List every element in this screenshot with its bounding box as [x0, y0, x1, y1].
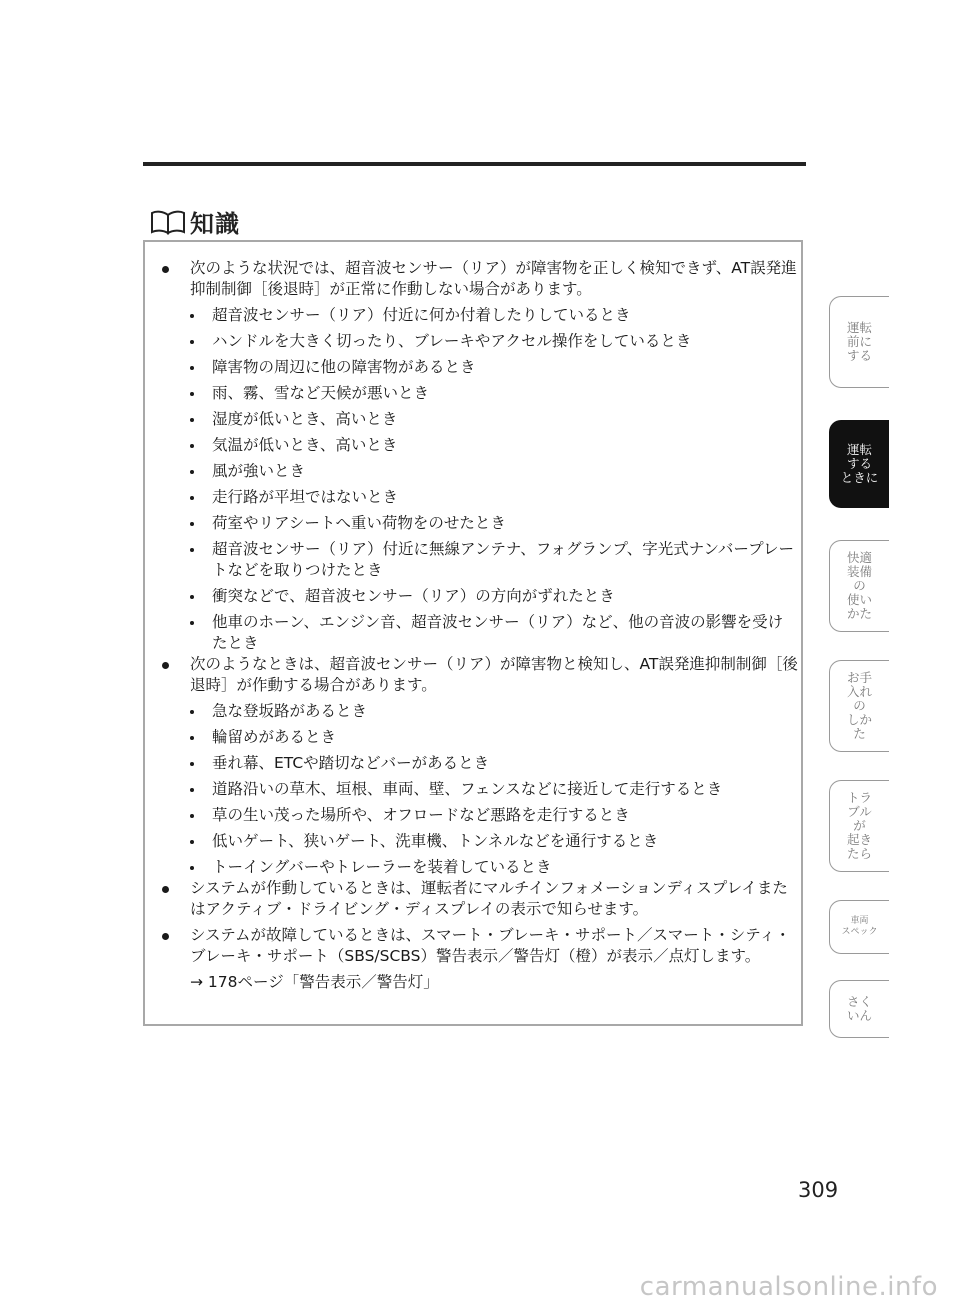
sub-list-item-text: 湿度が低いとき、高いとき: [212, 410, 398, 428]
sub-list-item: [158, 331, 798, 352]
sub-list-item: [158, 753, 798, 774]
sub-list-item: [158, 805, 798, 826]
sub-list-item-text: 荷室やリアシートへ重い荷物をのせたとき: [212, 514, 506, 532]
sub-list-item: [158, 701, 798, 722]
dot-icon: [190, 314, 194, 318]
chapter-tab[interactable]: 快適 装備 の 使い かた: [829, 540, 889, 632]
sub-list-item-text: 輪留めがあるとき: [212, 728, 337, 746]
dot-icon: [190, 522, 194, 526]
sub-list-item: [158, 612, 798, 654]
list-item: [158, 258, 798, 300]
chapter-tab[interactable]: 運転 する ときに: [829, 420, 889, 508]
dot-icon: [190, 418, 194, 422]
sub-list-item: [158, 727, 798, 748]
sub-list-item-text: 低いゲート、狭いゲート、洗車機、トンネルなどを通行するとき: [212, 832, 659, 850]
top-rule: [143, 162, 806, 166]
list-item: [158, 654, 798, 696]
dot-icon: [190, 340, 194, 344]
sub-list-item-text: 超音波センサー（リア）付近に無線アンテナ、フォグランプ、字光式ナンバープレートなどを取りつけたとき: [212, 540, 795, 579]
sub-list-item-text: 衝突などで、超音波センサー（リア）の方向がずれたとき: [212, 587, 615, 605]
bullet-icon: [162, 662, 169, 669]
chapter-tab[interactable]: トラ ブル が 起き たら: [829, 780, 889, 872]
sub-list-item-text: 垂れ幕、ETCや踏切などバーがあるとき: [212, 754, 490, 772]
chapter-tab[interactable]: お手 入れ の しか た: [829, 660, 889, 752]
sub-list-item: [158, 513, 798, 534]
sub-list-item: [158, 461, 798, 482]
dot-icon: [190, 366, 194, 370]
sub-list-item: [158, 409, 798, 430]
dot-icon: [190, 595, 194, 599]
sub-list-item: [158, 383, 798, 404]
bullet-icon: [162, 886, 169, 893]
sub-list-item-text: 雨、霧、雪など天候が悪いとき: [212, 384, 430, 402]
sub-list-item-text: 草の生い茂った場所や、オフロードなど悪路を走行するとき: [212, 806, 630, 824]
chapter-tab[interactable]: さく いん: [829, 980, 889, 1038]
dot-icon: [190, 866, 194, 870]
sub-list-item-text: 走行路が平坦ではないとき: [212, 488, 399, 506]
dot-icon: [190, 470, 194, 474]
list-item-text: 次のような状況では、超音波センサー（リア）が障害物を正しく検知できず、AT誤発進抑制制御［後退時］が正常に作動しない場合があります。: [190, 259, 797, 298]
dot-icon: [190, 840, 194, 844]
page-number: 309: [798, 1178, 839, 1202]
dot-icon: [190, 710, 194, 714]
sub-list-item-text: 障害物の周辺に他の障害物があるとき: [212, 358, 476, 376]
dot-icon: [190, 548, 194, 552]
sub-list-item-text: 風が強いとき: [212, 462, 306, 480]
sub-list-item-text: ハンドルを大きく切ったり、ブレーキやアクセル操作をしているとき: [212, 332, 692, 350]
watermark: [0, 1272, 960, 1302]
sub-list-item: [158, 487, 798, 508]
heading-title: 知識: [190, 210, 240, 238]
page-reference-link[interactable]: → 178ページ「警告表示／警告灯」: [190, 973, 439, 991]
dot-icon: [190, 736, 194, 740]
sub-list-item: [158, 305, 798, 326]
dot-icon: [190, 621, 194, 625]
chapter-tab[interactable]: 運転 前に する: [829, 296, 889, 388]
bullet-icon: [162, 933, 169, 940]
sub-list-item-text: トーイングバーやトレーラーを装着しているとき: [212, 858, 552, 876]
sub-list-item: [158, 586, 798, 607]
list-item-text: 次のようなときは、超音波センサー（リア）が障害物と検知し、AT誤発進抑制制御［後退時］が作動する場合があります。: [190, 655, 798, 694]
list-item-text: システムが故障しているときは、スマート・ブレーキ・サポート／スマート・シティ・ブレーキ・サポート（SBS/SCBS）警告表示／警告灯（橙）が表示／点灯します。: [190, 926, 791, 965]
sub-list-item: [158, 357, 798, 378]
dot-icon: [190, 444, 194, 448]
dot-icon: [190, 788, 194, 792]
sub-list-item: [158, 435, 798, 456]
sub-list-item: [158, 779, 798, 800]
open-book-icon: [150, 209, 186, 235]
dot-icon: [190, 762, 194, 766]
list-item: [158, 925, 798, 967]
sub-list-item: [158, 831, 798, 852]
dot-icon: [190, 392, 194, 396]
sub-list-item-text: 道路沿いの草木、垣根、車両、壁、フェンスなどに接近して走行するとき: [212, 780, 723, 798]
sub-list-item-text: 急な登坂路があるとき: [212, 702, 368, 720]
watermark-text: carmanualsonline.info: [639, 1272, 938, 1302]
section-heading: [150, 204, 240, 239]
sub-list-item-text: 他車のホーン、エンジン音、超音波センサー（リア）など、他の音波の影響を受けたとき: [212, 613, 784, 652]
info-content: [158, 258, 798, 993]
sub-list-item: [158, 857, 798, 878]
bullet-icon: [162, 266, 169, 273]
chapter-tab[interactable]: 車両 スペック: [829, 900, 889, 954]
list-item: [158, 878, 798, 920]
sub-list-item-text: 気温が低いとき、高いとき: [212, 436, 398, 454]
dot-icon: [190, 496, 194, 500]
list-item-text: システムが作動しているときは、運転者にマルチインフォメーションディスプレイまたはアクティブ・ドライビング・ディスプレイの表示で知らせます。: [190, 879, 788, 918]
sub-list-item-text: 超音波センサー（リア）付近に何か付着したりしているとき: [212, 306, 631, 324]
sub-list-item: [158, 539, 798, 581]
dot-icon: [190, 814, 194, 818]
